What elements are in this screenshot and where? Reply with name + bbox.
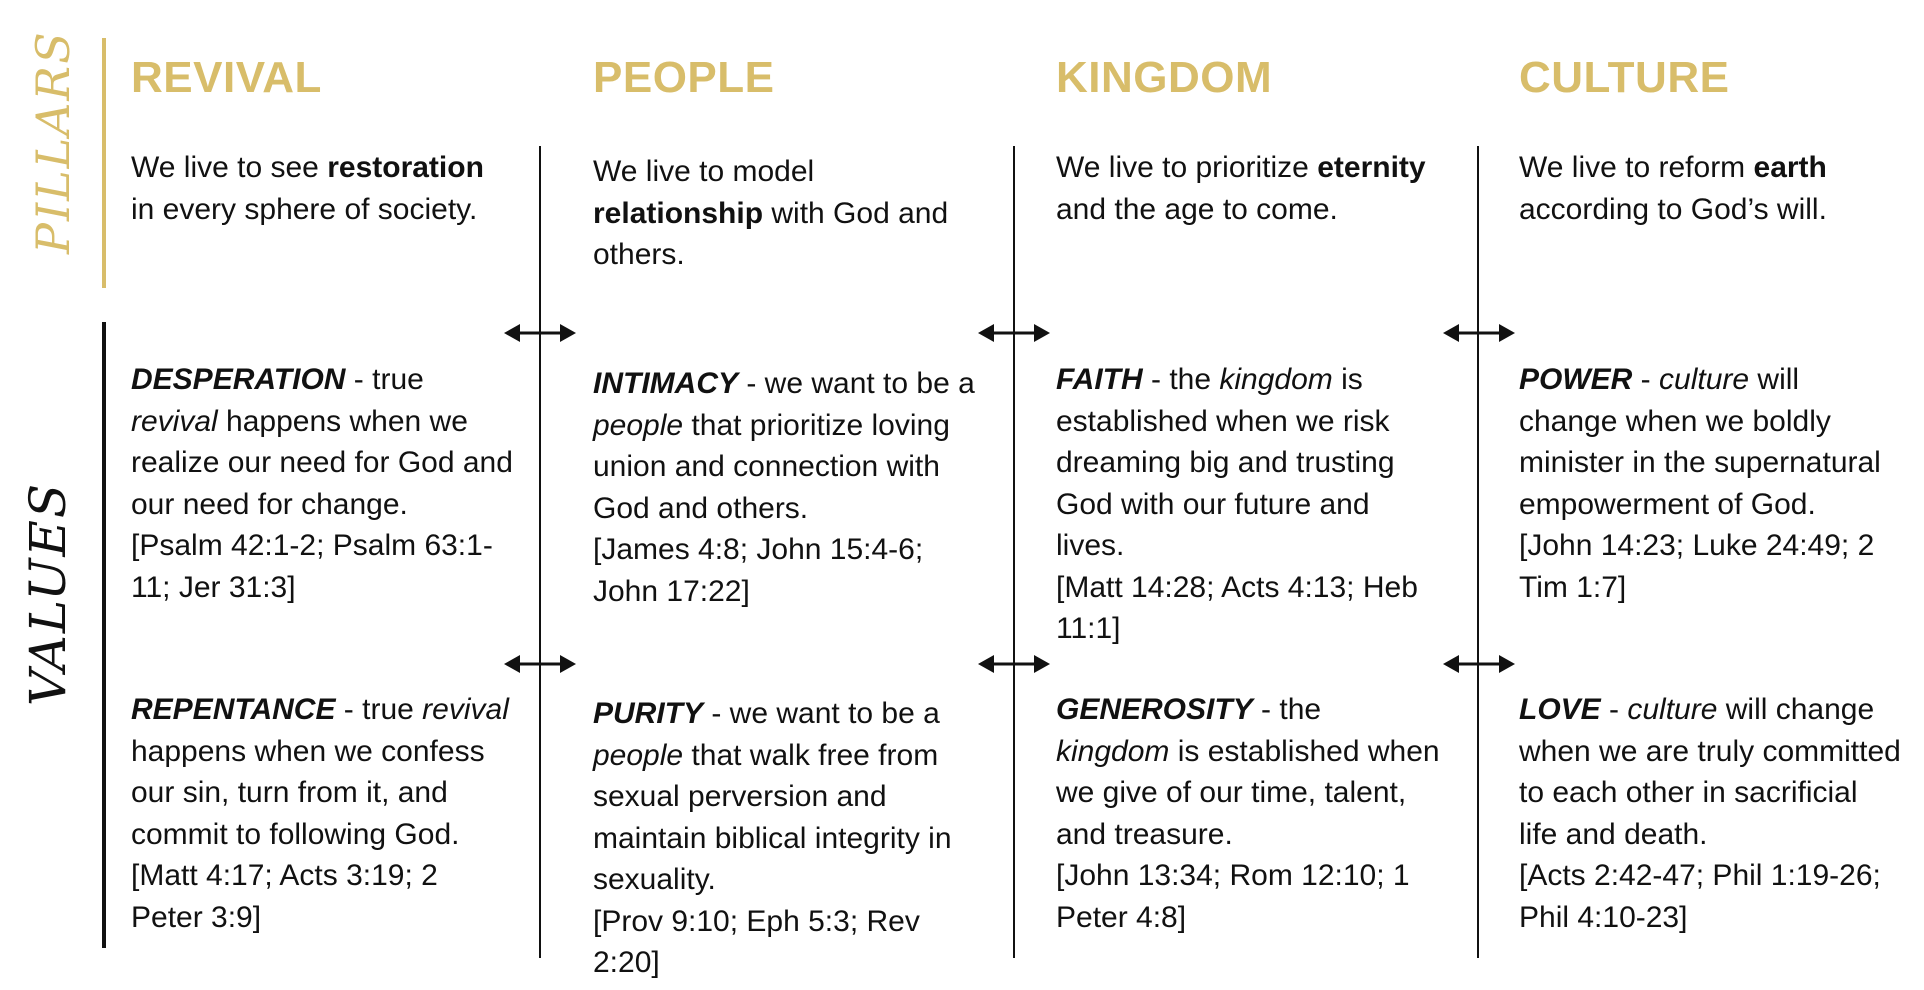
value-keyword: LOVE xyxy=(1519,693,1601,726)
value-entry xyxy=(1519,689,1904,938)
pillars-side-label: PILLARS xyxy=(26,30,80,254)
value-text-segment: - true xyxy=(335,693,423,726)
scripture-references: [Prov 9:10; Eph 5:3; Rev 2:20] xyxy=(593,904,920,979)
value-text-segment: people xyxy=(593,408,684,442)
pillar-heading: CULTURE xyxy=(1519,53,1730,102)
pillar-heading: KINGDOM xyxy=(1056,53,1273,102)
scripture-references: [Acts 2:42-47; Phil 1:19-26; Phil 4:10-23] xyxy=(1519,859,1881,934)
double-arrow-icon xyxy=(1443,320,1515,346)
value-text-segment: kingdom xyxy=(1056,734,1170,768)
double-arrow-icon xyxy=(978,651,1050,677)
value-text-segment: - we want to be a xyxy=(738,367,975,400)
pillar-statement-post: and the age to come. xyxy=(1056,192,1338,226)
pillar-keyword: relationship xyxy=(593,196,764,230)
column-people xyxy=(593,53,983,979)
value-text-segment: - the xyxy=(1252,693,1322,726)
column-divider-3 xyxy=(1477,146,1479,958)
pillar-statement-pre: We live to reform xyxy=(1519,151,1754,184)
values-side-label: VALUES xyxy=(19,481,77,706)
double-arrow-icon xyxy=(504,320,576,346)
value-text-segment: will change when we are truly committed to each other in sacrificial life and death. xyxy=(1519,693,1901,851)
pillar-keyword: eternity xyxy=(1317,151,1426,184)
double-arrow-icon xyxy=(504,651,576,677)
value-text-segment: that walk free from sexual perversion and maintain biblical integrity in sexuality. xyxy=(593,738,952,896)
value-text-segment: that prioritize loving union and connection with God and others. xyxy=(593,408,950,525)
pillar-statement-post: according to God’s will. xyxy=(1519,192,1827,226)
column-divider-2 xyxy=(1013,146,1015,958)
value-text-segment: people xyxy=(593,738,684,772)
pillar-statement-pre: We live to see xyxy=(131,151,328,184)
value-keyword: PURITY xyxy=(593,697,704,730)
value-entry xyxy=(1056,689,1441,938)
value-text-segment: revival xyxy=(131,404,218,438)
pillar-heading: PEOPLE xyxy=(593,53,775,102)
scripture-references: [Psalm 42:1-2; Psalm 63:1-11; Jer 31:3] xyxy=(131,529,493,604)
value-keyword: REPENTANCE xyxy=(131,693,336,726)
scripture-references: [John 13:34; Rom 12:10; 1 Peter 4:8] xyxy=(1056,859,1410,934)
value-entry xyxy=(593,363,978,612)
value-text-segment: - the xyxy=(1142,363,1220,396)
scripture-references: [Matt 14:28; Acts 4:13; Heb 11:1] xyxy=(1056,570,1418,645)
value-entry xyxy=(131,359,516,608)
value-text-segment: - xyxy=(1632,363,1660,396)
pillar-statement-post: with God and others. xyxy=(593,196,949,271)
pillars-accent-bar xyxy=(102,38,106,288)
value-keyword: POWER xyxy=(1519,363,1633,396)
double-arrow-icon xyxy=(978,320,1050,346)
value-text-segment: will change when we boldly minister in the supernatural empowerment of God. xyxy=(1519,363,1881,521)
value-text-segment: is established when we risk dreaming big and trusting God with our future and lives. xyxy=(1056,363,1395,562)
column-culture xyxy=(1519,53,1909,934)
value-text-segment: revival xyxy=(422,693,509,726)
value-text-segment: - xyxy=(1600,693,1628,726)
value-text-segment: - true xyxy=(345,363,424,396)
column-kingdom xyxy=(1056,53,1446,934)
value-text-segment: - we want to be a xyxy=(703,697,940,730)
double-arrow-icon xyxy=(1443,651,1515,677)
pillar-keyword: restoration xyxy=(327,151,484,184)
values-accent-bar xyxy=(102,322,106,948)
scripture-references: [Matt 4:17; Acts 3:19; 2 Peter 3:9] xyxy=(131,859,438,934)
value-entry xyxy=(593,693,978,984)
value-keyword: DESPERATION xyxy=(131,363,346,396)
value-text-segment: happens when we confess our sin, turn from it, and commit to following God. xyxy=(131,734,485,851)
value-entry xyxy=(131,689,516,938)
pillar-statement xyxy=(1519,147,1899,230)
value-text-segment: is established when we give of our time, talent, and treasure. xyxy=(1056,734,1440,851)
pillar-statement-pre: We live to model xyxy=(593,155,815,188)
value-text-segment: culture xyxy=(1627,693,1718,726)
value-keyword: GENEROSITY xyxy=(1056,693,1253,726)
value-entry xyxy=(1056,359,1441,650)
pillar-heading: REVIVAL xyxy=(131,53,322,102)
scripture-references: [John 14:23; Luke 24:49; 2 Tim 1:7] xyxy=(1519,529,1875,604)
value-text-segment: kingdom xyxy=(1219,363,1333,396)
value-text-segment: happens when we realize our need for God and our need for change. xyxy=(131,404,513,521)
pillar-statement xyxy=(131,147,511,230)
pillar-statement-pre: We live to prioritize xyxy=(1056,151,1318,184)
scripture-references: [James 4:8; John 15:4-6; John 17:22] xyxy=(593,533,924,608)
pillar-statement xyxy=(1056,147,1436,230)
pillar-keyword: earth xyxy=(1753,151,1827,184)
column-revival xyxy=(131,53,521,934)
value-text-segment: culture xyxy=(1659,363,1750,396)
pillar-statement-post: in every sphere of society. xyxy=(131,192,478,226)
column-divider-1 xyxy=(539,146,541,958)
value-keyword: INTIMACY xyxy=(593,367,738,400)
value-entry xyxy=(1519,359,1904,608)
value-keyword: FAITH xyxy=(1056,363,1143,396)
pillar-statement xyxy=(593,151,973,276)
